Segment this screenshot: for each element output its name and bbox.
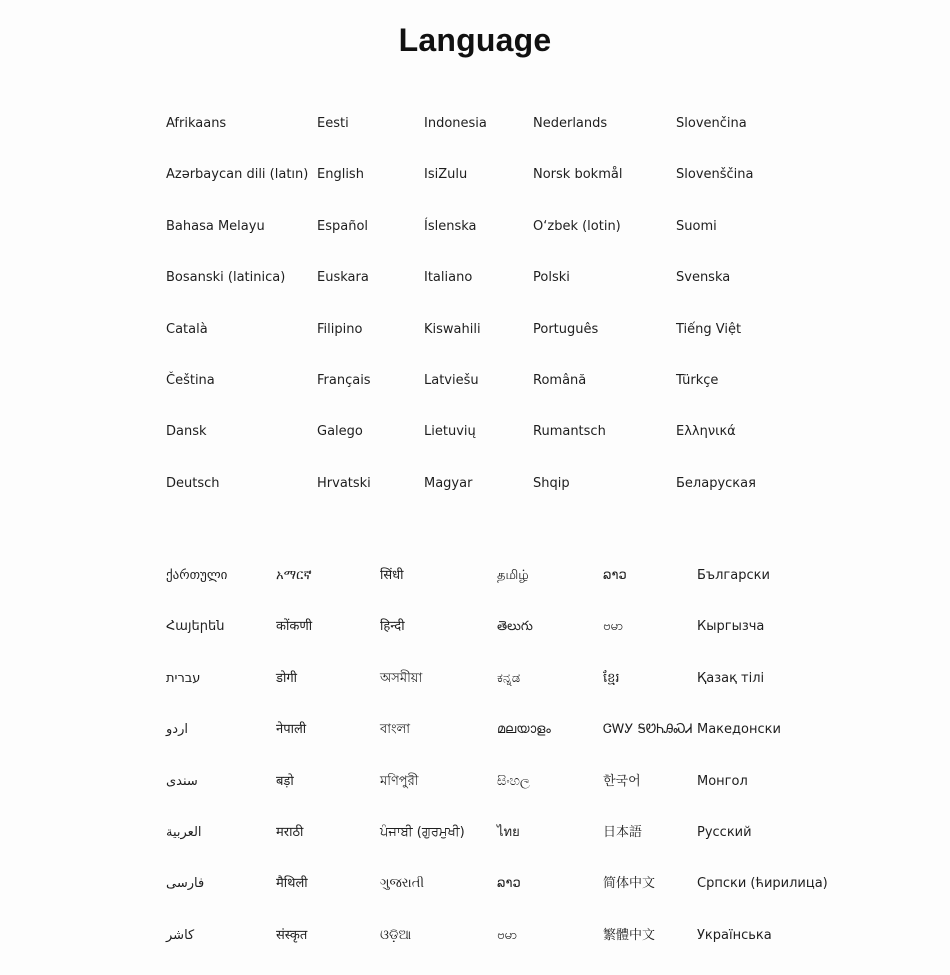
script-language-option[interactable]: मैथिली — [276, 876, 308, 892]
script-language-option[interactable]: অসমীয়া — [380, 670, 423, 686]
script-language-option[interactable]: 繁體中文 — [603, 927, 656, 943]
latin-language-option[interactable]: Slovenčina — [676, 116, 747, 131]
latin-language-option[interactable]: Čeština — [166, 373, 215, 388]
script-language-option[interactable]: 日本語 — [603, 825, 643, 840]
latin-language-option[interactable]: Català — [166, 321, 208, 337]
script-language-option[interactable]: सिंधी — [380, 568, 404, 583]
latin-language-option[interactable]: Svenska — [676, 270, 731, 286]
script-language-option[interactable]: Македонски — [697, 722, 781, 738]
latin-language-option[interactable]: Lietuvių — [424, 424, 476, 440]
latin-language-option[interactable]: Afrikaans — [166, 116, 227, 131]
script-language-option[interactable]: संस्कृत — [276, 927, 308, 943]
script-language-option[interactable]: মণিপুরী — [380, 773, 419, 789]
latin-language-option[interactable]: Shqip — [533, 475, 570, 491]
script-language-option[interactable]: සිංහල — [497, 773, 530, 789]
latin-language-option[interactable]: Português — [533, 321, 599, 337]
script-language-option[interactable]: አማርኛ — [276, 568, 312, 583]
latin-language-option[interactable]: Kiswahili — [424, 321, 481, 337]
latin-language-option[interactable]: Bosanski (latinica) — [166, 270, 286, 286]
latin-language-option[interactable]: O‘zbek (lotin) — [533, 218, 621, 234]
latin-language-option[interactable]: Latviešu — [424, 373, 479, 388]
script-language-option[interactable]: Українська — [697, 927, 772, 943]
latin-language-option[interactable]: Nederlands — [533, 116, 608, 131]
script-language-option[interactable]: मराठी — [276, 825, 304, 840]
script-language-option[interactable]: ગુજરાતી — [380, 876, 425, 892]
latin-language-option[interactable]: Bahasa Melayu — [166, 218, 265, 234]
script-language-option[interactable]: Қазақ тілі — [697, 670, 765, 686]
latin-language-option[interactable]: Türkçe — [676, 373, 719, 388]
latin-language-option[interactable]: Íslenska — [424, 218, 477, 234]
script-language-option[interactable]: বাংলা — [380, 722, 411, 738]
script-language-option[interactable]: ქართული — [166, 568, 228, 583]
script-language-option[interactable]: ខ្មែរ — [603, 670, 620, 686]
script-language-option[interactable]: ಕನ್ನಡ — [497, 670, 521, 686]
latin-language-option[interactable]: Rumantsch — [533, 424, 606, 440]
script-language-option[interactable]: डोगी — [276, 670, 298, 686]
script-language-option[interactable]: ଓଡ଼ିଆ — [380, 927, 412, 943]
script-language-option[interactable]: کاشر — [166, 927, 195, 943]
script-language-option[interactable]: Հայերեն — [166, 619, 225, 635]
script-language-option[interactable]: नेपाली — [276, 722, 307, 738]
latin-language-option[interactable]: Polski — [533, 270, 570, 286]
latin-language-option[interactable]: Magyar — [424, 475, 473, 491]
latin-language-option[interactable]: IsiZulu — [424, 167, 468, 183]
latin-language-option[interactable]: Tiếng Việt — [676, 321, 742, 337]
latin-language-option[interactable]: Deutsch — [166, 475, 220, 491]
script-language-option[interactable]: Српски (ћирилица) — [697, 876, 828, 892]
latin-language-option[interactable]: Galego — [317, 424, 363, 440]
latin-language-option[interactable]: Hrvatski — [317, 475, 371, 491]
script-language-option[interactable]: Монгол — [697, 773, 748, 789]
script-language-option[interactable]: ລາວ — [603, 568, 627, 583]
script-language-option[interactable]: ဗမာ — [603, 619, 624, 635]
latin-language-option[interactable]: Suomi — [676, 218, 717, 234]
latin-language-option[interactable]: Dansk — [166, 424, 207, 440]
latin-language-option[interactable]: Español — [317, 218, 369, 234]
latin-language-option[interactable]: Euskara — [317, 270, 369, 286]
script-language-option[interactable]: Кыргызча — [697, 619, 765, 635]
script-language-option[interactable]: ਪੰਜਾਬੀ (ਗੁਰਮੁਖੀ) — [380, 825, 465, 840]
script-language-option[interactable]: कोंकणी — [276, 619, 313, 635]
script-language-option[interactable]: 简体中文 — [603, 876, 656, 892]
latin-language-option[interactable]: Français — [317, 373, 371, 388]
script-language-option[interactable]: बड़ो — [276, 773, 294, 789]
script-language-option[interactable]: हिन्दी — [380, 619, 405, 635]
script-language-option[interactable]: മലയാളം — [497, 722, 551, 738]
script-language-option[interactable]: ไทย — [497, 825, 520, 840]
latin-language-option[interactable]: Azərbaycan dili (latın) — [166, 167, 309, 183]
latin-language-option[interactable]: Eesti — [317, 116, 349, 131]
latin-language-option[interactable]: English — [317, 167, 364, 183]
script-language-option[interactable]: سندی — [166, 773, 198, 789]
script-language-option[interactable]: ᏣᎳᎩ ᎦᏬᏂᎯᏍᏗ — [603, 722, 693, 738]
latin-language-option[interactable]: Norsk bokmål — [533, 167, 623, 183]
latin-language-option[interactable]: Slovenščina — [676, 167, 754, 183]
script-language-option[interactable]: اردو — [166, 722, 188, 738]
script-language-option[interactable]: 한국어 — [603, 773, 641, 789]
script-language-option[interactable]: ဗမာ — [497, 927, 518, 943]
latin-language-option[interactable]: Indonesia — [424, 116, 487, 131]
script-language-option[interactable]: ລາວ — [497, 876, 521, 892]
latin-language-option[interactable]: Română — [533, 373, 587, 388]
script-language-option[interactable]: فارسی — [166, 876, 205, 892]
script-language-option[interactable]: Български — [697, 568, 770, 583]
script-language-option[interactable]: தமிழ் — [497, 568, 529, 583]
latin-language-option[interactable]: Filipino — [317, 321, 363, 337]
script-language-option[interactable]: العربية — [166, 825, 202, 840]
page-title: Language — [398, 22, 552, 58]
script-language-option[interactable]: తెలుగు — [497, 619, 533, 635]
latin-language-option[interactable]: Italiano — [424, 270, 473, 286]
script-language-option[interactable]: עברית — [166, 670, 201, 686]
latin-language-option[interactable]: Беларуская — [676, 475, 756, 491]
latin-language-option[interactable]: Ελληνικά — [676, 424, 736, 440]
script-language-option[interactable]: Русский — [697, 825, 752, 840]
